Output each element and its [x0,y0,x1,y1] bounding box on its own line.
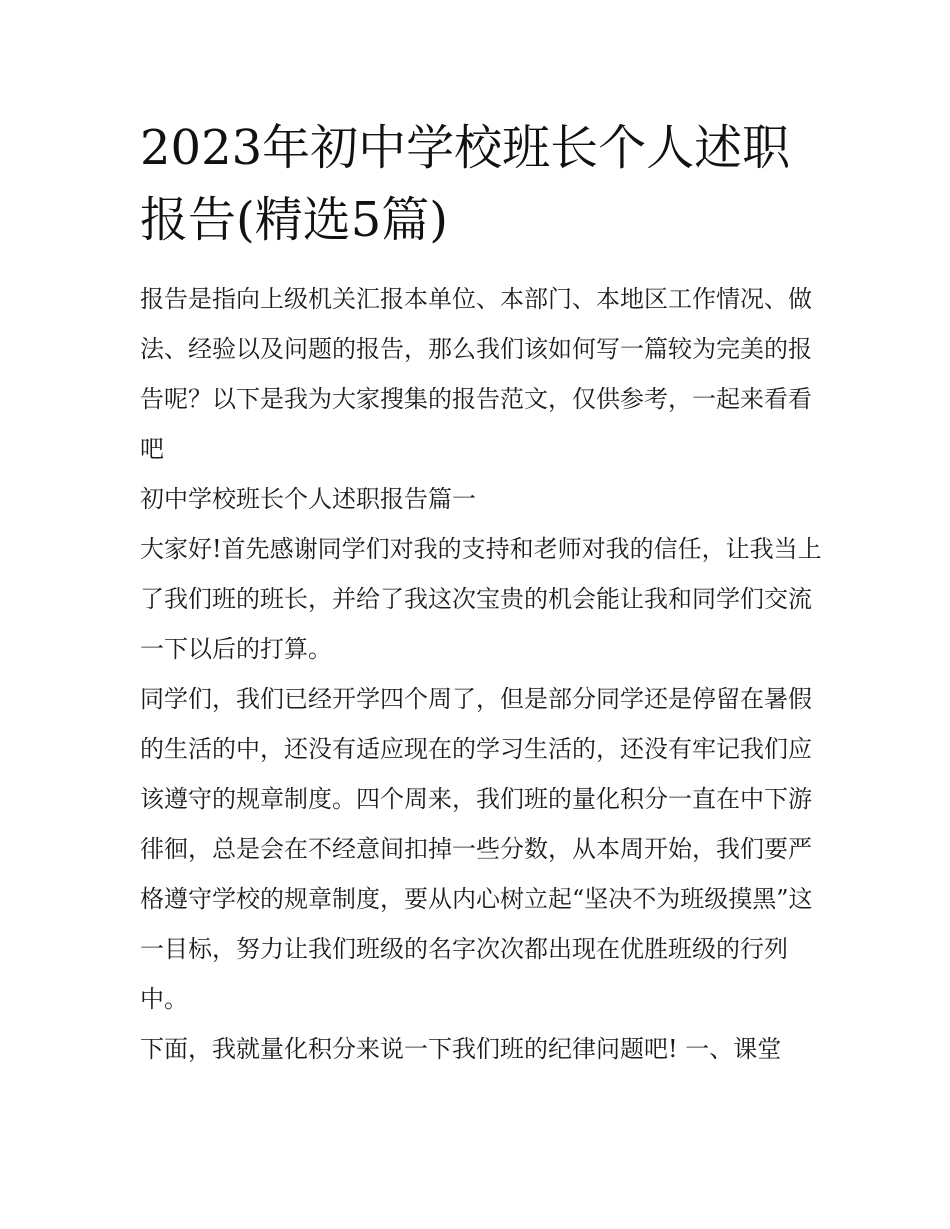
body-paragraph-2: 同学们，我们已经开学四个周了，但是部分同学还是停留在暑假的生活的中，还没有适应现在的学习生活的，还没有牢记我们应该遵守的规章制度。四个周来，我们班的量化积分一直在中下游徘徊，总是会在不经意间扣掉一些分数，从本周开始，我们要严格遵守学校的规章制度，要从内心树立起“坚决不为班级摸黑”这一目标，努力让我们班级的名字次次都出现在优胜班级的行列中。 [140,685,813,1013]
body-paragraph-1: 大家好!首先感谢同学们对我的支持和老师对我的信任，让我当上了我们班的班长，并给了我这次宝贵的机会能让我和同学们交流一下以后的打算。 [140,535,822,663]
document-title: 2023年初中学校班长个人述职报告(精选5篇) [140,120,791,248]
body-paragraph-3: 下面，我就量化积分来说一下我们班的纪律问题吧! 一、课堂 [140,1035,782,1063]
intro-paragraph: 报告是指向上级机关汇报本单位、本部门、本地区工作情况、做法、经验以及问题的报告，那么我们该如何写一篇较为完美的报告呢？以下是我为大家搜集的报告范文，仅供参考，一起来看看吧 [140,285,812,463]
document-body [140,274,830,1074]
section-heading: 初中学校班长个人述职报告篇一 [140,485,476,513]
